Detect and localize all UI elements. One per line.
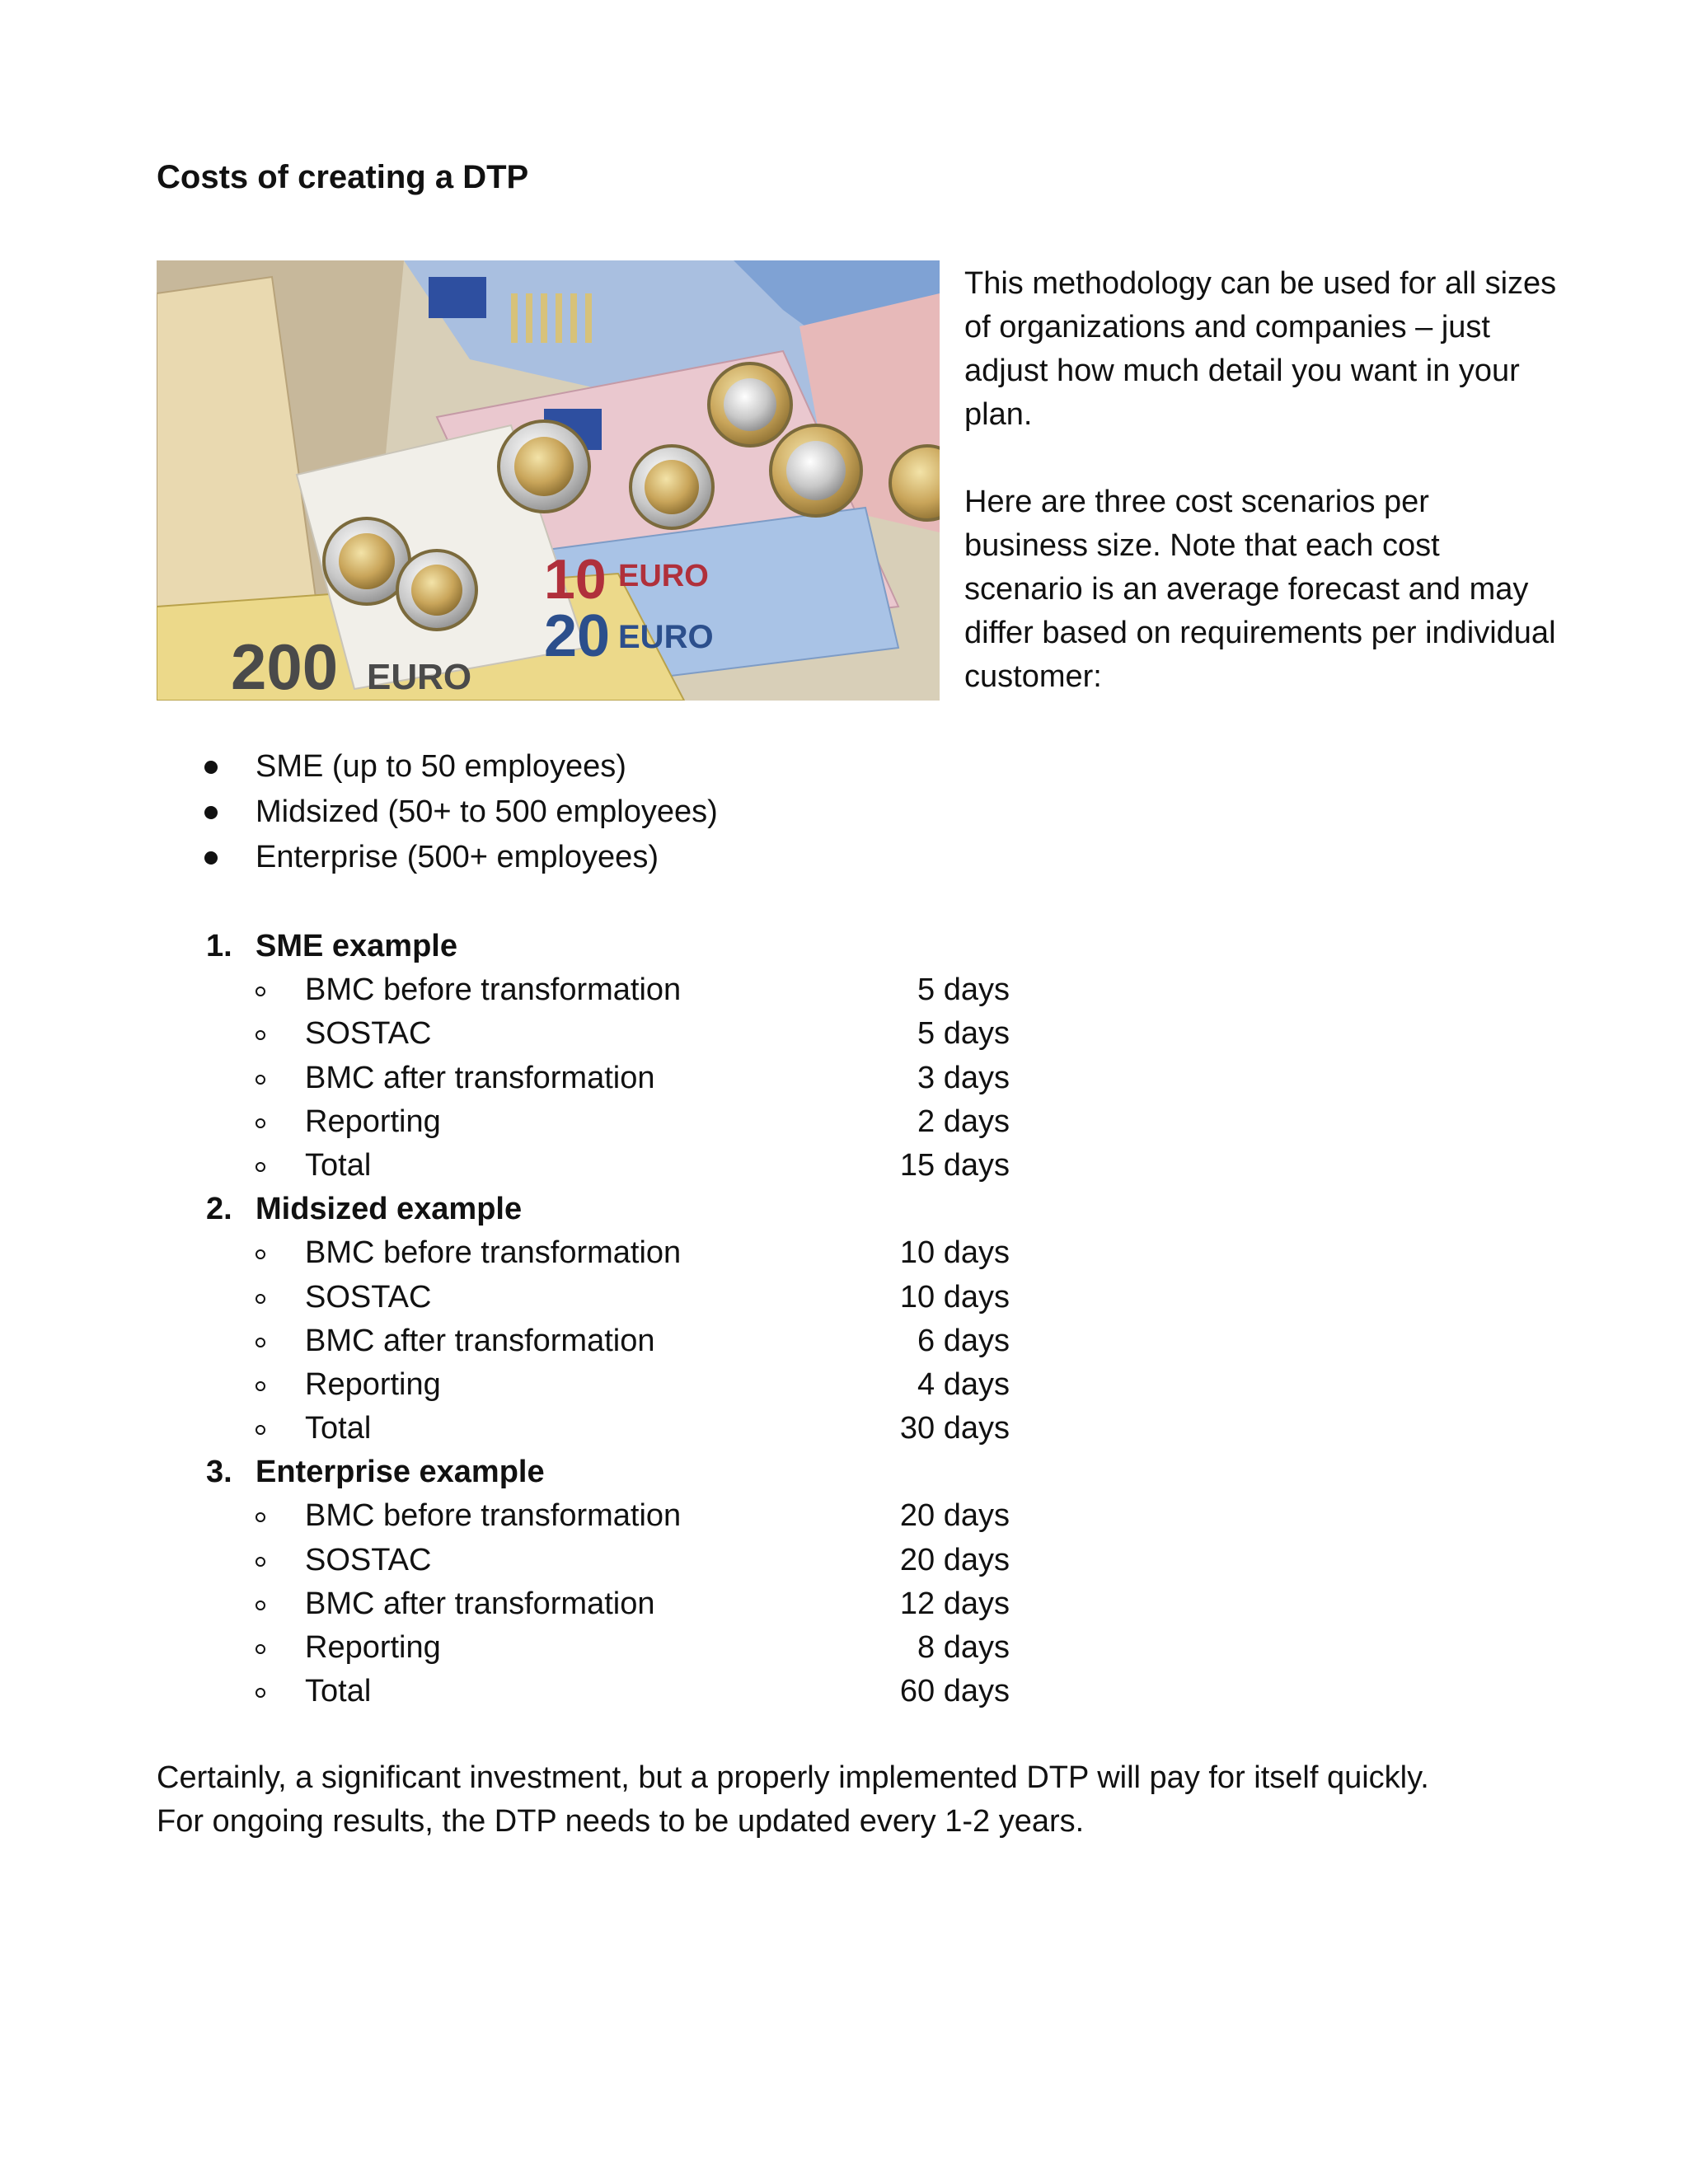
note-10-label: 10 [544,548,607,611]
cost-row-total [157,1670,1010,1713]
example-number: 1. [206,929,232,963]
example-number: 2. [206,1192,232,1227]
cost-label: BMC after transformation [305,1586,655,1621]
cost-label: Total [305,1147,372,1183]
sub-bullet-icon [256,1425,265,1435]
cost-row [157,1539,1010,1582]
cost-value: 5 days [917,972,1010,1008]
list-item [157,744,898,790]
cost-row [157,1319,1010,1363]
cost-value: 20 days [899,1498,1010,1534]
cost-label: SOSTAC [305,1016,432,1052]
cost-label: Total [305,1674,372,1709]
cost-label: Reporting [305,1366,441,1402]
note-20-euro-label: EURO [618,619,714,655]
sub-bullet-icon [256,1601,265,1610]
example-heading-sme [157,925,898,968]
example-title: Enterprise example [256,1455,545,1490]
cost-row [157,1231,1010,1275]
cost-value: 6 days [917,1323,1010,1358]
cost-row-total [157,1144,1010,1188]
bullet-icon [204,761,218,774]
list-item [157,790,898,835]
cost-label: Reporting [305,1104,441,1139]
sub-bullet-icon [256,1294,265,1304]
example-title: SME example [256,929,457,963]
cost-row [157,968,1010,1012]
cost-label: BMC after transformation [305,1323,655,1358]
intro-paragraph-2: Here are three cost scenarios per business size. Note that each cost scenario is an average forecast and may differ based on requirements per individual customer: [964,485,1556,694]
cost-value: 60 days [899,1674,1010,1709]
cost-row [157,1012,1010,1056]
closing-line-2: For ongoing results, the DTP needs to be updated every 1-2 years. [157,1804,1085,1839]
cost-label: SOSTAC [305,1542,432,1577]
list-item-text: Midsized (50+ to 500 employees) [256,794,718,829]
cost-value: 10 days [899,1235,1010,1271]
cost-value: 3 days [917,1060,1010,1095]
intro-text [964,262,1558,699]
list-item-text: Enterprise (500+ employees) [256,840,659,874]
sub-bullet-icon [256,1338,265,1347]
cost-value: 5 days [917,1016,1010,1052]
cost-value: 12 days [899,1586,1010,1621]
sub-bullet-icon [256,1030,265,1040]
cost-label: BMC before transformation [305,972,682,1008]
cost-label: BMC before transformation [305,1235,682,1271]
business-size-list [157,744,898,880]
sub-bullet-icon [256,1644,265,1654]
cost-value: 2 days [917,1104,1010,1139]
list-item-text: SME (up to 50 employees) [256,749,626,784]
euro-money-photo [157,260,940,701]
cost-value: 15 days [899,1147,1010,1183]
sub-bullet-icon [256,987,265,996]
example-heading-enterprise [157,1451,898,1494]
cost-row [157,1494,1010,1538]
cost-value: 30 days [899,1411,1010,1446]
sub-bullet-icon [256,1512,265,1522]
cost-row [157,1626,1010,1670]
cost-row [157,1276,1010,1319]
note-200-label: 200 [231,630,339,701]
cost-label: Reporting [305,1630,441,1665]
cost-row [157,1057,1010,1100]
sub-bullet-icon [256,1688,265,1698]
example-title: Midsized example [256,1192,523,1227]
cost-value: 8 days [917,1630,1010,1665]
cost-row [157,1100,1010,1144]
cost-row-total [157,1407,1010,1451]
sub-bullet-icon [256,1162,265,1172]
closing-text [157,1756,1640,1844]
cost-examples [157,925,1010,1713]
note-200-euro-label: EURO [367,657,472,697]
cost-value: 4 days [917,1366,1010,1402]
bullet-icon [204,851,218,865]
sub-bullet-icon [256,1557,265,1567]
cost-row [157,1363,1010,1407]
cost-label: Total [305,1411,372,1446]
intro-paragraph-1: This methodology can be used for all sizes of organizations and companies – just adjust how much detail you want in your plan. [964,266,1557,432]
example-number: 3. [206,1455,232,1490]
example-heading-midsized [157,1188,898,1231]
page-title: Costs of creating a DTP [157,159,529,195]
cost-label: SOSTAC [305,1279,432,1315]
list-item [157,835,898,880]
note-10-euro-label: EURO [618,559,709,593]
cost-label: BMC before transformation [305,1498,682,1534]
cost-value: 10 days [899,1279,1010,1315]
sub-bullet-icon [256,1118,265,1128]
cost-row [157,1582,1010,1626]
cost-value: 20 days [899,1542,1010,1577]
cost-label: BMC after transformation [305,1060,655,1095]
sub-bullet-icon [256,1249,265,1259]
sub-bullet-icon [256,1381,265,1391]
note-20-label: 20 [544,603,611,669]
sub-bullet-icon [256,1075,265,1085]
bullet-icon [204,806,218,819]
closing-line-1: Certainly, a significant investment, but a properly implemented DTP will pay for itself quickly. [157,1760,1429,1795]
